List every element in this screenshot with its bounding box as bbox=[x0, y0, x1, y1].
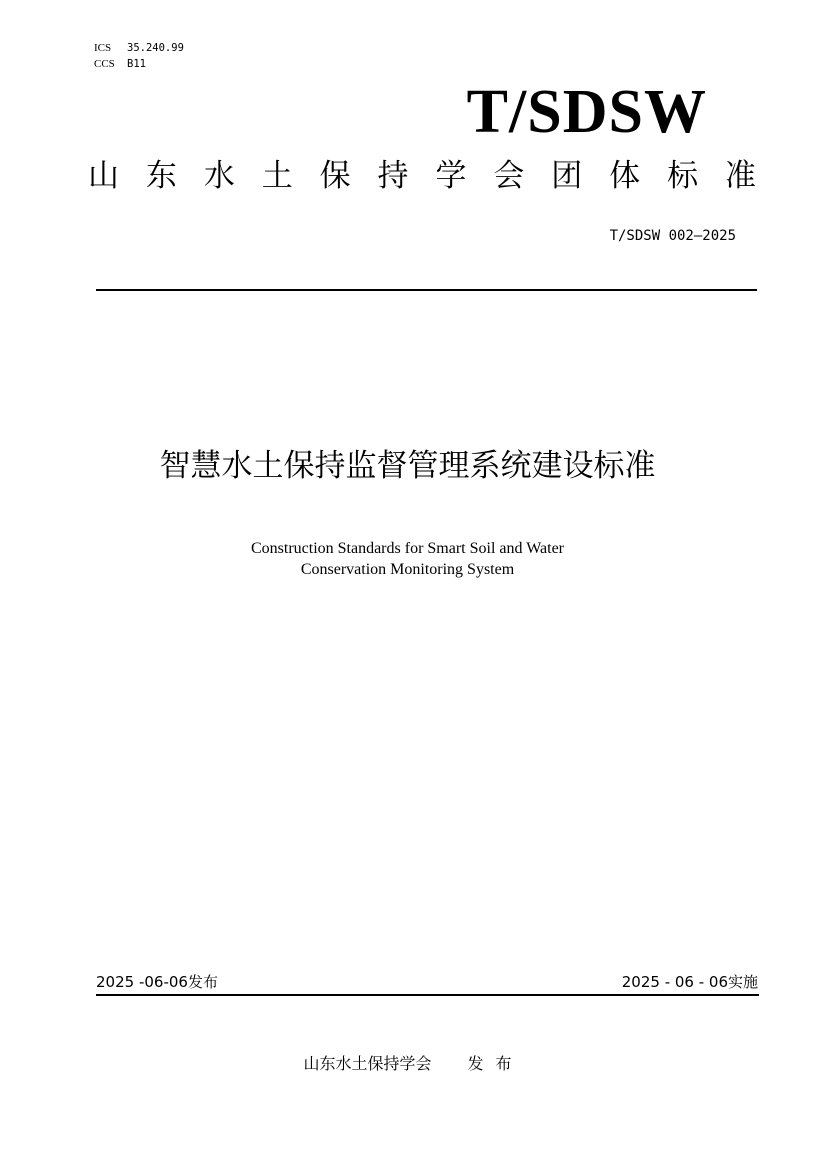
implementation-date: 2025 - 06 - 06实施 bbox=[621, 973, 758, 991]
document-title-chinese: 智慧水土保持监督管理系统建设标准 bbox=[159, 448, 656, 484]
org-title-char: 山 bbox=[88, 158, 119, 194]
org-title-char: 会 bbox=[493, 158, 525, 194]
brand-logo-text: T/SDSW bbox=[466, 78, 707, 146]
org-title-char: 持 bbox=[377, 158, 409, 194]
ccs-value: B11 bbox=[127, 58, 146, 70]
publish-action-char: 发 bbox=[467, 1054, 484, 1073]
title-en-line-1: Construction Standards for Smart Soil and Water bbox=[250, 540, 565, 557]
classification-codes bbox=[94, 40, 184, 72]
issue-date: 2025 -06-06发布 bbox=[96, 973, 218, 991]
org-title-char: 团 bbox=[551, 158, 583, 194]
org-title-char: 保 bbox=[319, 158, 351, 194]
publisher-name: 山东水土保持学会 bbox=[303, 1054, 432, 1073]
org-title-char: 学 bbox=[435, 158, 467, 194]
footer-divider bbox=[96, 994, 759, 996]
ccs-label: CCS bbox=[94, 58, 115, 70]
header-divider bbox=[96, 289, 757, 291]
ics-label: ICS bbox=[94, 42, 112, 54]
document-title-english bbox=[0, 538, 815, 580]
organization-standard-title bbox=[88, 155, 756, 197]
org-title-char: 准 bbox=[724, 158, 756, 194]
org-title-char: 体 bbox=[609, 158, 641, 194]
standard-number: T/SDSW 002—2025 bbox=[609, 228, 736, 244]
publish-action-char: 布 bbox=[495, 1054, 512, 1073]
org-title-char: 水 bbox=[203, 158, 235, 194]
ics-value: 35.240.99 bbox=[127, 42, 184, 54]
ccs-row bbox=[94, 56, 184, 72]
org-title-char: 土 bbox=[261, 158, 293, 194]
title-en-line-2: Conservation Monitoring System bbox=[300, 561, 515, 578]
publisher-line bbox=[0, 1053, 815, 1075]
org-title-char: 标 bbox=[667, 158, 699, 194]
ics-row bbox=[94, 40, 184, 56]
org-title-char: 东 bbox=[145, 158, 177, 194]
